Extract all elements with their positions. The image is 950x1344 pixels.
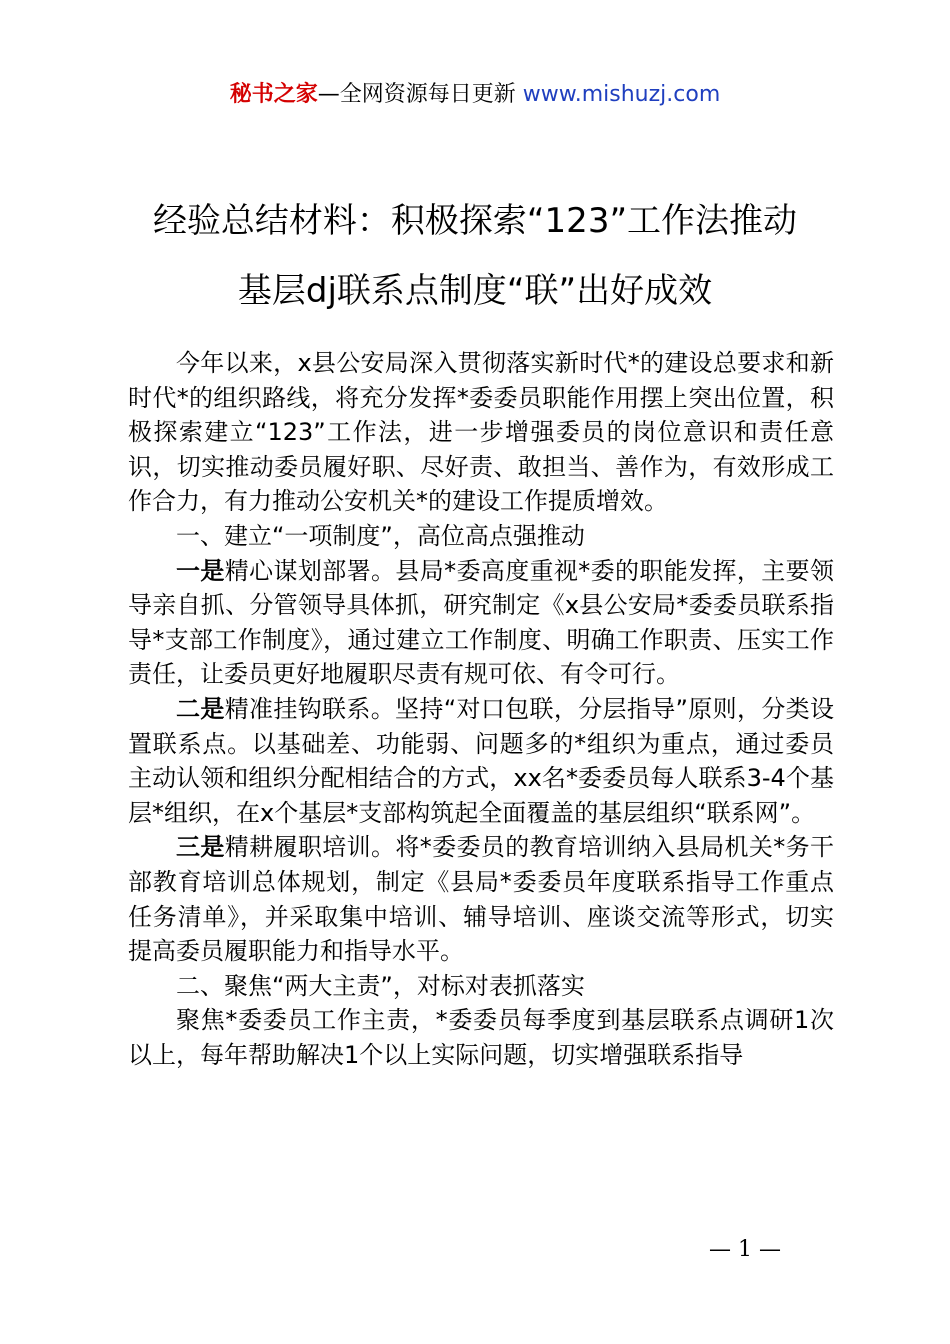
paragraph-3-lead: 三是	[176, 833, 225, 862]
section-2-heading: 二、聚焦“两大主责”，对标对表抓落实	[176, 971, 585, 1000]
site-header	[0, 80, 950, 110]
document-title	[60, 186, 890, 326]
site-name: 秘书之家	[229, 82, 318, 107]
site-url-link[interactable]: www.mishuzj.com	[522, 82, 721, 107]
document-body	[128, 346, 834, 1072]
paragraph-1	[128, 554, 834, 692]
paragraph-2-lead: 二是	[176, 694, 225, 723]
paragraph-3	[128, 830, 834, 968]
paragraph-2	[128, 692, 834, 830]
intro-paragraph: 今年以来，x县公安局深入贯彻落实新时代*的建设总要求和新时代*的组织路线，将充分发挥*委委员职能作用摆上突出位置，积极探索建立“123”工作法，进一步增强委员的岗位意识和责任意识，切实推动委员履好职、尽好责、敢担当、善作为，有效形成工作合力，有力推动公安机关*的建设工作提质增效。	[128, 349, 834, 516]
site-tagline: —全网资源每日更新	[317, 82, 516, 107]
paragraph-3-text: 精耕履职培训。将*委委员的教育培训纳入县局机关*务干部教育培训总体规划，制定《县局*委委员年度联系指导工作重点任务清单》，并采取集中培训、辅导培训、座谈交流等形式，切实提高委员履职能力和指导水平。	[128, 833, 835, 966]
paragraph-1-text: 精心谋划部署。县局*委高度重视*委的职能发挥，主要领导亲自抓、分管领导具体抓，研究制定《x县公安局*委委员联系指导*支部工作制度》，通过建立工作制度、明确工作职责、压实工作责任，让委员更好地履职尽责有规可依、有令可行。	[128, 556, 835, 689]
title-line-2: 基层dj联系点制度“联”出好成效	[237, 271, 713, 311]
paragraph-4: 聚焦*委委员工作主责，*委委员每季度到基层联系点调研1次以上，每年帮助解决1个以上实际问题，切实增强联系指导	[128, 1006, 834, 1069]
page-number: — 1 —	[709, 1237, 781, 1262]
title-line-1: 经验总结材料：积极探索“123”工作法推动	[152, 201, 798, 241]
section-1-heading: 一、建立“一项制度”，高位高点强推动	[176, 521, 585, 550]
paragraph-1-lead: 一是	[176, 556, 225, 585]
paragraph-2-text: 精准挂钩联系。坚持“对口包联，分层指导”原则，分类设置联系点。以基础差、功能弱、问题多的*组织为重点，通过委员主动认领和组织分配相结合的方式，xx名*委委员每人联系3-4个基层*组织，在x个基层*支部构筑起全面覆盖的基层组织“联系网”。	[128, 694, 835, 827]
